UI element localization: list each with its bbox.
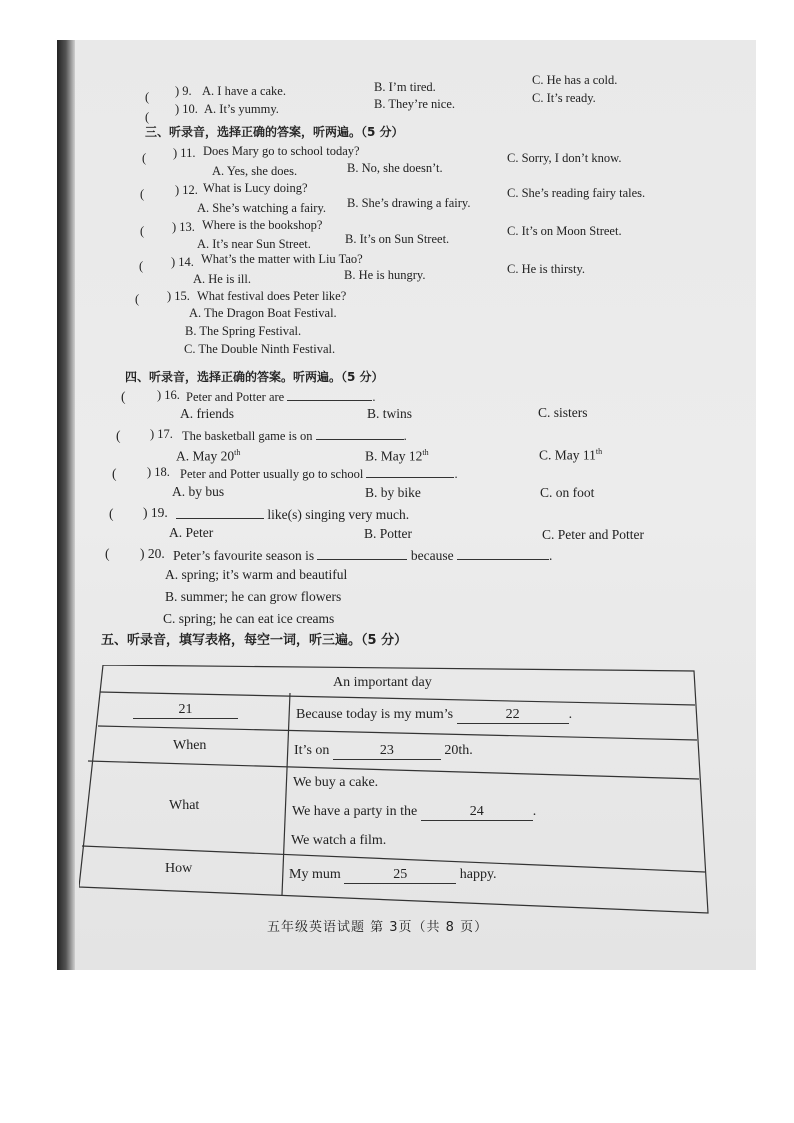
option-b: B. She’s drawing a fairy. <box>347 196 471 210</box>
scanned-page-photo: ( ) 9. A. I have a cake. B. I’m tired. C. He has a cold. ( ) 10. A. It’s yummy. B. They’re nice. C. It’s ready. 三、听录音，选择正确的答案，听两遍。（5 分） ( ) 11. Does Mary go to school today? A. Yes, she does. B. No, she doesn’t. C. Sorry, I don’t know. ( ) 12. What is Lucy doing? A. She’s watching a fairy. B. She’s drawing a fairy. C. She’s reading fairy tales. ( ) 13. Where is the bookshop? A. It’s near Sun Street. B. It’s on Sun Street. C. It’s on Moon Street. ( ) 14. What’s the matter with Liu Tao? A. He is ill. B. He is hungry. C. He is thirsty. ( ) 15. What festival does Peter like? A. The Dragon Boat Festival. B. The Spring Festival. C. The Double Ninth Festival. 四、听录音，选择正确的答案。听两遍。（5 分） ( ) 16. Peter and Potter are . A. friends B. twins C. sisters ( ) 17. The basketball game is on . A. May 20th B. May 12th C. May 11th ( ) 18. Peter and Potter usually go to school . A. by bus B. by bike C. on foot ( ) 19. like(s) singing very much. A. Peter B. Potter C. Peter and Potter ( ) 20. Peter’s favourite season is because . A. spring; it’s warm and beautiful B. summer; he can grow flowers C. spring; he can eat ice creams 五、听录音，填写表格，每空一词，听三遍。（5 分） An important day 21 Because today is my mum’s 22 . When It’s on 23 20th. What We buy a cake. We have a party in the 24 . We watch a film. How My mum 25 happy. 五年级英语试题 第 3页（共 8 页） <box>57 40 756 970</box>
question-number: ) 20. <box>140 546 165 561</box>
what-line-3: We watch a film. <box>291 833 387 848</box>
option-a: A. The Dragon Boat Festival. <box>189 306 337 320</box>
ordinal-suffix: th <box>234 448 241 457</box>
option-b: B. twins <box>367 406 413 421</box>
question-text: like(s) singing very much. <box>267 507 410 522</box>
when-text: It’s on <box>294 743 330 758</box>
option-a: A. by bus <box>172 484 225 499</box>
option-c: C. The Double Ninth Festival. <box>184 342 336 356</box>
option-a: A. I have a cake. <box>202 84 286 98</box>
how-suffix: happy. <box>459 867 497 882</box>
answer-blank <box>287 388 372 401</box>
answer-blank <box>457 547 549 560</box>
answer-blank <box>176 506 264 519</box>
why-text: Because today is my mum’s <box>296 707 454 722</box>
option-a: A. friends <box>180 406 234 421</box>
what-line-1: We buy a cake. <box>293 775 379 790</box>
answer-paren: ( <box>145 110 150 124</box>
option-b: B. summer; he can grow flowers <box>165 589 342 604</box>
option-c: C. It’s on Moon Street. <box>507 224 622 238</box>
question-number: ) 9. <box>175 84 192 98</box>
question-text: Peter and Potter usually go to school <box>180 467 364 481</box>
answer-paren: ( <box>145 90 150 104</box>
option-b: B. They’re nice. <box>374 97 455 111</box>
answer-paren: ( <box>121 389 126 404</box>
option-c: C. She’s reading fairy tales. <box>507 186 646 200</box>
answer-blank <box>366 465 454 478</box>
question-text: What’s the matter with Liu Tao? <box>201 252 363 266</box>
section-heading: 三、听录音，选择正确的答案，听两遍。（5 分） <box>145 125 404 139</box>
answer-paren: ( <box>116 428 121 443</box>
question-text: What is Lucy doing? <box>203 181 308 195</box>
option-b: B. Potter <box>364 526 413 541</box>
row-label-how: How <box>165 861 193 876</box>
option-b: B. No, she doesn’t. <box>347 161 443 175</box>
answer-paren: ( <box>105 546 110 561</box>
question-text: Where is the bookshop? <box>202 218 323 232</box>
option-c: C. It’s ready. <box>532 91 596 105</box>
option-a: A. He is ill. <box>193 272 251 286</box>
question-number: ) 19. <box>143 505 168 520</box>
answer-paren: ( <box>139 259 144 273</box>
answer-blank-25: 25 <box>344 867 456 884</box>
answer-paren: ( <box>142 151 147 165</box>
question-number: ) 13. <box>172 220 195 234</box>
option-b: B. It’s on Sun Street. <box>345 232 450 246</box>
when-suffix: 20th. <box>444 743 473 758</box>
question-number: ) 12. <box>175 183 198 197</box>
answer-paren: ( <box>135 292 140 306</box>
option-a: A. May 20 <box>176 448 235 464</box>
question-number: ) 18. <box>147 465 170 479</box>
option-c: C. Sorry, I don’t know. <box>507 151 622 165</box>
option-b: B. by bike <box>365 485 421 500</box>
question-number: ) 10. <box>175 102 198 116</box>
option-b: B. The Spring Festival. <box>185 324 302 338</box>
answer-blank-22: 22 <box>457 707 569 724</box>
table-title: An important day <box>333 675 432 690</box>
option-a: A. spring; it’s warm and beautiful <box>165 567 348 582</box>
option-c: C. He has a cold. <box>532 73 618 87</box>
question-text: Peter and Potter are <box>186 390 285 404</box>
answer-blank <box>317 547 407 560</box>
option-c: C. spring; he can eat ice creams <box>163 611 335 626</box>
option-c: C. Peter and Potter <box>542 527 644 542</box>
option-c: C. sisters <box>538 405 588 420</box>
question-text: Does Mary go to school today? <box>203 144 360 158</box>
what-line-2: We have a party in the <box>292 804 418 819</box>
answer-blank-24: 24 <box>421 804 533 821</box>
page-shadow-edge <box>57 40 75 970</box>
question-text: Peter’s favourite season is <box>173 548 315 563</box>
option-b: B. He is hungry. <box>344 268 426 282</box>
section-heading: 五、听录音，填写表格，每空一词，听三遍。（5 分） <box>101 633 408 648</box>
how-text: My mum <box>289 867 341 882</box>
question-number: ) 17. <box>150 427 173 441</box>
option-a: A. It’s yummy. <box>204 102 279 116</box>
option-c: C. He is thirsty. <box>507 262 586 276</box>
question-number: ) 15. <box>167 289 190 303</box>
answer-paren: ( <box>140 224 145 238</box>
answer-blank-23: 23 <box>333 743 441 760</box>
answer-paren: ( <box>109 506 114 521</box>
option-b: B. May 12 <box>365 448 423 464</box>
row-label-what: What <box>169 798 200 813</box>
question-text: What festival does Peter like? <box>197 289 347 303</box>
section-heading: 四、听录音，选择正确的答案。听两遍。（5 分） <box>125 370 384 384</box>
row-label-when: When <box>173 738 207 753</box>
option-c: C. on foot <box>540 485 595 500</box>
question-number: ) 14. <box>171 255 194 269</box>
answer-blank-21: 21 <box>133 702 238 719</box>
because-text: because <box>410 548 454 563</box>
option-b: B. I’m tired. <box>374 80 436 94</box>
answer-table: An important day 21 Because today is my mum’s 22 . When It’s on 23 20th. What We buy a cake. We have a party in the 24 . We watch a film. How My mum 25 happy. <box>79 665 709 918</box>
answer-blank <box>316 427 404 440</box>
question-number: ) 11. <box>173 146 196 160</box>
ordinal-suffix: th <box>422 448 429 457</box>
option-a: A. Peter <box>169 525 214 540</box>
page-footer: 五年级英语试题 第 3页（共 8 页） <box>267 920 489 935</box>
question-text: The basketball game is on <box>182 429 313 443</box>
ordinal-suffix: th <box>595 447 603 456</box>
answer-paren: ( <box>140 187 145 201</box>
option-a: A. She’s watching a fairy. <box>197 201 327 215</box>
option-c: C. May 11 <box>539 447 596 463</box>
question-number: ) 16. <box>157 388 180 402</box>
option-a: A. Yes, she does. <box>212 164 298 178</box>
option-a: A. It’s near Sun Street. <box>197 237 311 251</box>
answer-paren: ( <box>112 466 117 481</box>
